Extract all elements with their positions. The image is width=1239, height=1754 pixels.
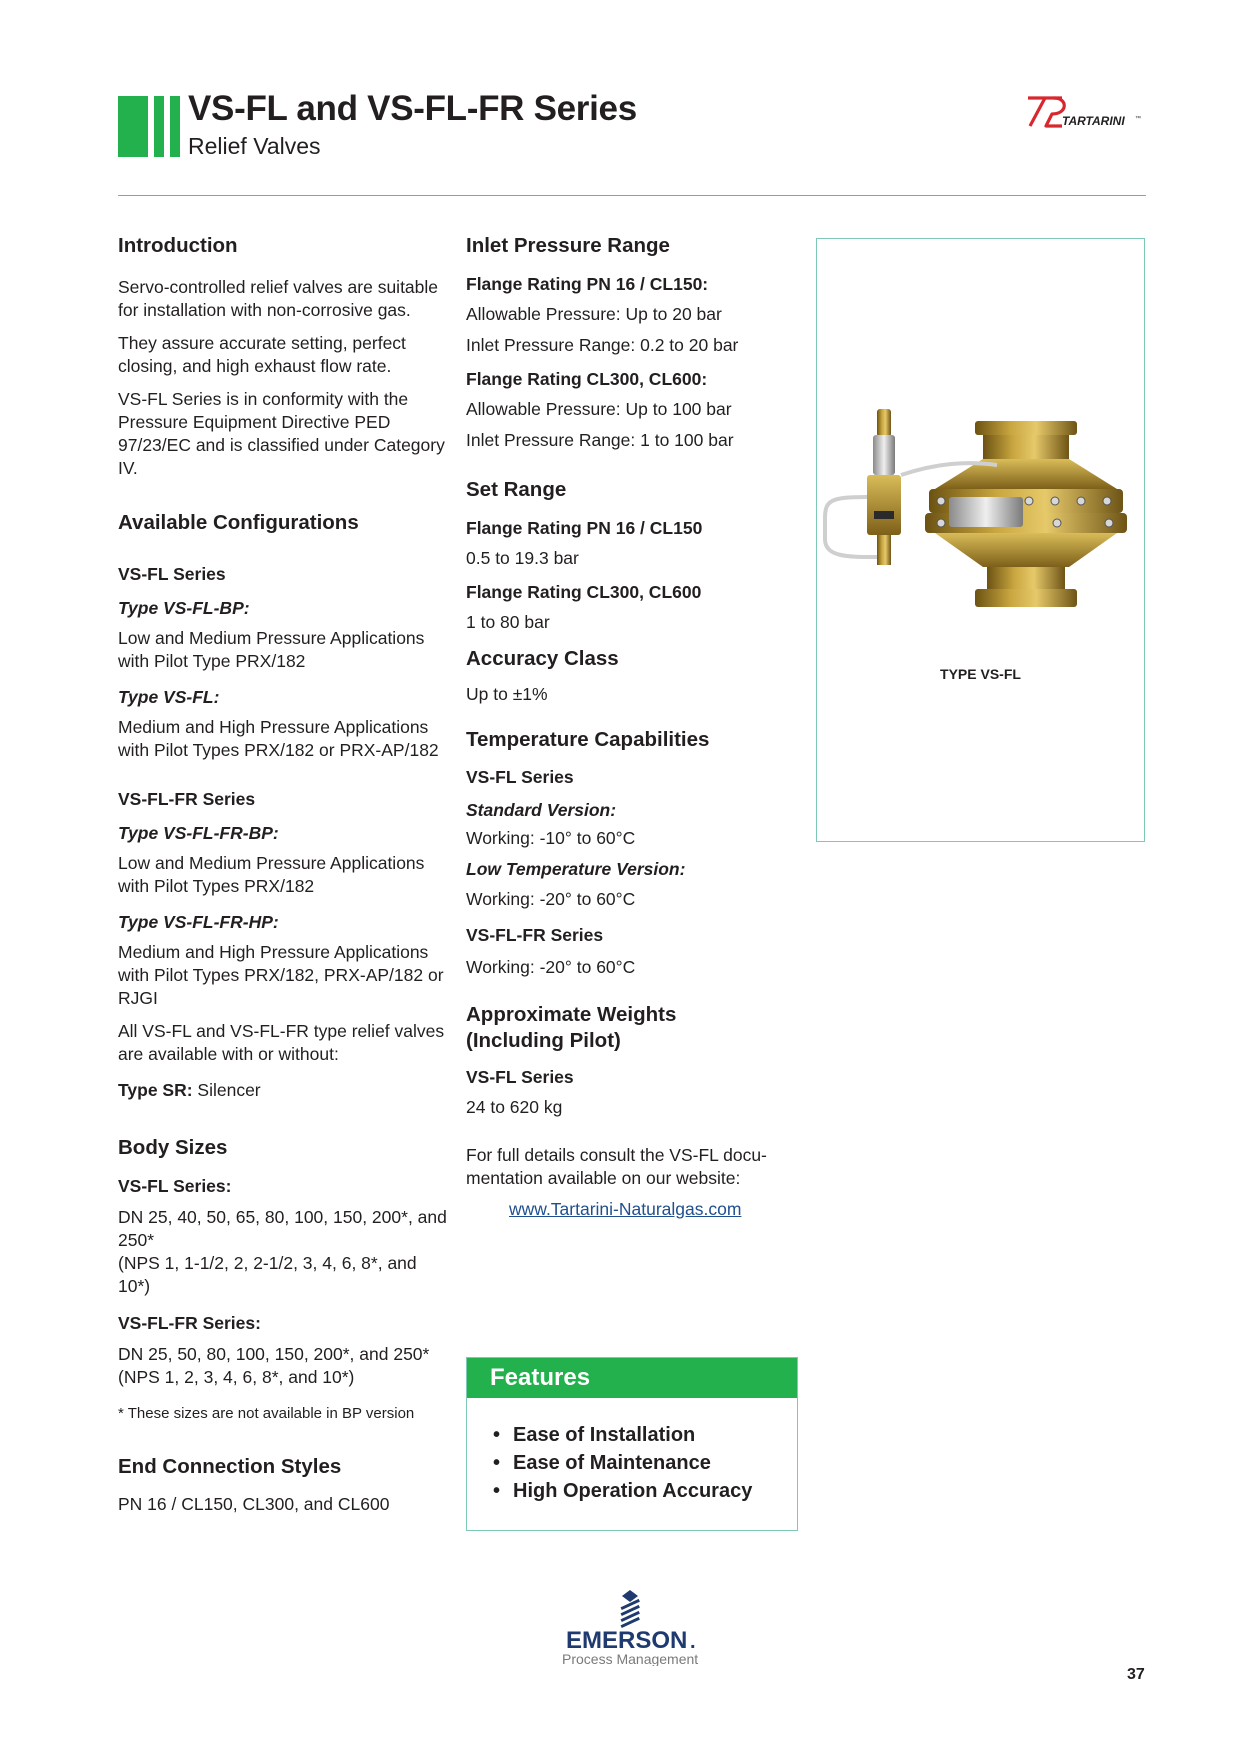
availability-note: All VS-FL and VS-FL-FR type relief valves are available with or without: bbox=[118, 1021, 445, 1064]
body-sizes-vsfl-nps: (NPS 1, 1-1/2, 2, 2-1/2, 3, 4, 6, 8*, and 10*) bbox=[118, 1253, 417, 1296]
inlet-rating-2-range: Inlet Pressure Range: 1 to 100 bar bbox=[466, 430, 734, 450]
features-header bbox=[467, 1358, 797, 1398]
feature-label: Ease of Maintenance bbox=[513, 1452, 711, 1474]
header-divider bbox=[118, 195, 1146, 196]
temp-low-value: Working: -20° to 60°C bbox=[466, 889, 636, 909]
set-range-1-heading: Flange Rating PN 16 / CL150 bbox=[466, 518, 703, 538]
website-link[interactable]: www.Tartarini-Naturalgas.com bbox=[509, 1199, 742, 1219]
weights-vsfl-value: 24 to 620 kg bbox=[466, 1097, 563, 1117]
temp-vsfl-heading: VS-FL Series bbox=[466, 767, 574, 787]
type-vsfl-bp-label: Type VS-FL-BP: bbox=[118, 598, 250, 618]
inlet-rating-1-heading: Flange Rating PN 16 / CL150: bbox=[466, 274, 709, 294]
weights-vsfl-heading: VS-FL Series bbox=[466, 1067, 574, 1087]
vsfl-series-heading: VS-FL Series bbox=[118, 564, 226, 584]
type-vsfl-fr-bp-label: Type VS-FL-FR-BP: bbox=[118, 823, 279, 843]
body-sizes-vsfl-heading: VS-FL Series: bbox=[118, 1176, 232, 1196]
emerson-tagline: Process Management bbox=[562, 1651, 699, 1666]
temp-standard-value: Working: -10° to 60°C bbox=[466, 828, 636, 848]
middle-column bbox=[466, 228, 806, 1221]
type-vsfl-description: Medium and High Pressure Applications with Pilot Types PRX/182 or PRX-AP/182 bbox=[118, 717, 439, 760]
feature-label: Ease of Installation bbox=[513, 1424, 696, 1446]
inlet-pressure-heading: Inlet Pressure Range bbox=[466, 234, 670, 257]
inlet-rating-1-range: Inlet Pressure Range: 0.2 to 20 bar bbox=[466, 335, 739, 355]
silencer-type-label: Type SR: bbox=[118, 1080, 193, 1100]
temp-fr-heading: VS-FL-FR Series bbox=[466, 925, 604, 945]
inlet-rating-2-heading: Flange Rating CL300, CL600: bbox=[466, 369, 708, 389]
body-sizes-fr-nps: (NPS 1, 2, 3, 4, 6, 8*, and 10*) bbox=[118, 1367, 355, 1387]
temp-fr-value: Working: -20° to 60°C bbox=[466, 957, 636, 977]
tartarini-brand-text: TARTARINI bbox=[1062, 114, 1125, 128]
features-box bbox=[466, 1357, 798, 1531]
left-column bbox=[118, 228, 448, 1516]
page-subtitle: Relief Valves bbox=[188, 133, 321, 159]
feature-item: • High Operation Accuracy bbox=[493, 1480, 753, 1502]
page-title: VS-FL and VS-FL-FR Series bbox=[188, 89, 637, 128]
emerson-wordmark-dot: . bbox=[690, 1631, 696, 1653]
type-vsfl-fr-hp-description: Medium and High Pressure Applications with Pilot Types PRX/182, PRX-AP/182 or RJGI bbox=[118, 942, 444, 1008]
details-note: For full details consult the VS-FL docu- mentation available on our website: bbox=[466, 1145, 767, 1188]
feature-item: • Ease of Maintenance bbox=[493, 1452, 711, 1474]
website-link-row bbox=[466, 1198, 806, 1221]
body-sizes-fr-heading: VS-FL-FR Series: bbox=[118, 1313, 261, 1333]
image-caption: TYPE VS-FL bbox=[940, 666, 1021, 682]
valve-illustration bbox=[817, 239, 1146, 843]
set-range-2-value: 1 to 80 bar bbox=[466, 612, 550, 632]
end-connection-value: PN 16 / CL150, CL300, and CL600 bbox=[118, 1494, 390, 1514]
type-vsfl-label: Type VS-FL: bbox=[118, 687, 220, 707]
emerson-emblem-icon bbox=[621, 1590, 640, 1628]
features-list bbox=[493, 1421, 752, 1505]
end-connection-heading: End Connection Styles bbox=[118, 1455, 342, 1478]
set-range-1-value: 0.5 to 19.3 bar bbox=[466, 548, 579, 568]
body-sizes-fr-dn: DN 25, 50, 80, 100, 150, 200*, and 250* bbox=[118, 1344, 430, 1364]
set-range-heading: Set Range bbox=[466, 478, 567, 501]
accuracy-value: Up to ±1% bbox=[466, 684, 548, 704]
feature-label: High Operation Accuracy bbox=[513, 1480, 753, 1502]
intro-paragraph-3: VS-FL Series is in conformity with the Pressure Equipment Directive PED 97/23/EC and is classified under Category IV. bbox=[118, 389, 445, 478]
weights-heading-line-2: (Including Pilot) bbox=[466, 1029, 621, 1052]
features-heading: Features bbox=[490, 1364, 591, 1391]
tartarini-logo bbox=[1018, 92, 1148, 132]
page-number: 37 bbox=[1127, 1666, 1145, 1683]
product-image-frame bbox=[816, 238, 1145, 842]
vsfl-fr-series-heading: VS-FL-FR Series bbox=[118, 789, 256, 809]
set-range-2-heading: Flange Rating CL300, CL600 bbox=[466, 582, 702, 602]
type-vsfl-bp-description: Low and Medium Pressure Applications with Pilot Type PRX/182 bbox=[118, 628, 425, 671]
inlet-rating-1-allowable: Allowable Pressure: Up to 20 bar bbox=[466, 304, 722, 324]
trademark-mark: ™ bbox=[1135, 116, 1141, 122]
emerson-wordmark: EMERSON bbox=[566, 1627, 688, 1654]
silencer-option bbox=[118, 1079, 448, 1102]
body-sizes-footnote: * These sizes are not available in BP version bbox=[118, 1405, 415, 1422]
weights-heading-line-1: Approximate Weights bbox=[466, 1003, 677, 1026]
body-sizes-heading: Body Sizes bbox=[118, 1136, 228, 1159]
temp-low-label: Low Temperature Version: bbox=[466, 859, 686, 879]
silencer-type-value: Silencer bbox=[192, 1080, 261, 1100]
intro-paragraph-1: Servo-controlled relief valves are suitable for installation with non-corrosive gas. bbox=[118, 277, 439, 320]
type-vsfl-fr-hp-label: Type VS-FL-FR-HP: bbox=[118, 912, 279, 932]
accuracy-heading: Accuracy Class bbox=[466, 647, 619, 670]
configurations-heading: Available Configurations bbox=[118, 511, 359, 534]
body-sizes-vsfl-dn: DN 25, 40, 50, 65, 80, 100, 150, 200*, and 250* bbox=[118, 1207, 447, 1250]
introduction-heading: Introduction bbox=[118, 234, 238, 257]
emerson-logo bbox=[560, 1588, 700, 1666]
inlet-rating-2-allowable: Allowable Pressure: Up to 100 bar bbox=[466, 399, 732, 419]
temp-standard-label: Standard Version: bbox=[466, 800, 617, 820]
feature-item: • Ease of Installation bbox=[493, 1424, 696, 1446]
temperature-heading: Temperature Capabilities bbox=[466, 728, 710, 751]
intro-paragraph-2: They assure accurate setting, perfect closing, and high exhaust flow rate. bbox=[118, 333, 406, 376]
type-vsfl-fr-bp-description: Low and Medium Pressure Applications with Pilot Types PRX/182 bbox=[118, 853, 425, 896]
